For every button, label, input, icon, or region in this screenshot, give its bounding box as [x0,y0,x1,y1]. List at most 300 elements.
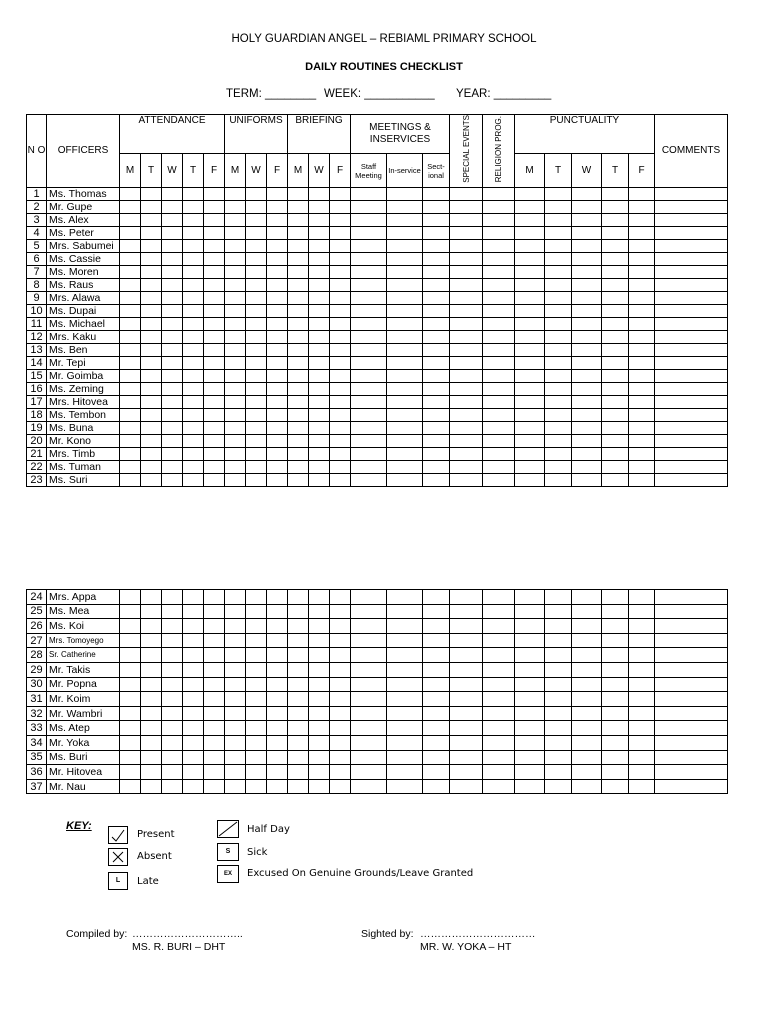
check-cell[interactable] [387,779,423,794]
check-cell[interactable] [225,735,246,750]
check-cell[interactable] [183,750,204,765]
check-cell[interactable] [545,434,572,447]
check-cell[interactable] [655,278,728,291]
check-cell[interactable] [602,421,629,434]
check-cell[interactable] [225,200,246,213]
check-cell[interactable] [351,265,387,278]
check-cell[interactable] [545,304,572,317]
check-cell[interactable] [225,187,246,200]
check-cell[interactable] [162,677,183,692]
check-cell[interactable] [423,779,450,794]
check-cell[interactable] [572,265,602,278]
check-cell[interactable] [423,356,450,369]
check-cell[interactable] [309,750,330,765]
check-cell[interactable] [330,408,351,421]
check-cell[interactable] [183,369,204,382]
check-cell[interactable] [572,434,602,447]
check-cell[interactable] [351,604,387,619]
check-cell[interactable] [351,633,387,648]
check-cell[interactable] [423,187,450,200]
check-cell[interactable] [246,473,267,486]
check-cell[interactable] [162,648,183,663]
check-cell[interactable] [655,200,728,213]
check-cell[interactable] [629,447,655,460]
check-cell[interactable] [602,265,629,278]
check-cell[interactable] [288,304,309,317]
check-cell[interactable] [387,447,423,460]
check-cell[interactable] [330,265,351,278]
check-cell[interactable] [351,765,387,780]
check-cell[interactable] [141,735,162,750]
check-cell[interactable] [572,662,602,677]
check-cell[interactable] [450,447,483,460]
check-cell[interactable] [141,200,162,213]
check-cell[interactable] [288,343,309,356]
check-cell[interactable] [423,317,450,330]
check-cell[interactable] [225,265,246,278]
check-cell[interactable] [204,239,225,252]
check-cell[interactable] [387,677,423,692]
check-cell[interactable] [450,648,483,663]
check-cell[interactable] [288,317,309,330]
check-cell[interactable] [545,356,572,369]
check-cell[interactable] [423,434,450,447]
check-cell[interactable] [387,356,423,369]
check-cell[interactable] [423,200,450,213]
check-cell[interactable] [288,706,309,721]
check-cell[interactable] [351,750,387,765]
check-cell[interactable] [450,200,483,213]
check-cell[interactable] [483,226,515,239]
check-cell[interactable] [545,447,572,460]
check-cell[interactable] [655,662,728,677]
check-cell[interactable] [162,721,183,736]
check-cell[interactable] [246,421,267,434]
check-cell[interactable] [572,343,602,356]
check-cell[interactable] [288,460,309,473]
check-cell[interactable] [288,750,309,765]
check-cell[interactable] [204,304,225,317]
check-cell[interactable] [204,382,225,395]
check-cell[interactable] [225,473,246,486]
check-cell[interactable] [120,765,141,780]
check-cell[interactable] [483,252,515,265]
check-cell[interactable] [629,200,655,213]
check-cell[interactable] [387,213,423,226]
check-cell[interactable] [450,356,483,369]
check-cell[interactable] [545,692,572,707]
check-cell[interactable] [572,706,602,721]
check-cell[interactable] [450,395,483,408]
check-cell[interactable] [351,304,387,317]
check-cell[interactable] [267,343,288,356]
check-cell[interactable] [655,382,728,395]
check-cell[interactable] [629,779,655,794]
check-cell[interactable] [450,604,483,619]
check-cell[interactable] [246,187,267,200]
check-cell[interactable] [330,590,351,605]
check-cell[interactable] [515,408,545,421]
check-cell[interactable] [545,213,572,226]
check-cell[interactable] [545,750,572,765]
check-cell[interactable] [330,706,351,721]
check-cell[interactable] [351,343,387,356]
check-cell[interactable] [204,765,225,780]
check-cell[interactable] [545,226,572,239]
check-cell[interactable] [629,330,655,343]
check-cell[interactable] [655,187,728,200]
check-cell[interactable] [120,382,141,395]
check-cell[interactable] [572,765,602,780]
check-cell[interactable] [162,460,183,473]
check-cell[interactable] [330,252,351,265]
check-cell[interactable] [183,382,204,395]
check-cell[interactable] [655,343,728,356]
check-cell[interactable] [141,677,162,692]
check-cell[interactable] [204,619,225,634]
check-cell[interactable] [141,330,162,343]
check-cell[interactable] [515,662,545,677]
check-cell[interactable] [225,692,246,707]
check-cell[interactable] [246,648,267,663]
check-cell[interactable] [225,604,246,619]
check-cell[interactable] [515,460,545,473]
check-cell[interactable] [655,369,728,382]
check-cell[interactable] [141,633,162,648]
check-cell[interactable] [309,369,330,382]
check-cell[interactable] [602,434,629,447]
check-cell[interactable] [288,239,309,252]
check-cell[interactable] [267,330,288,343]
check-cell[interactable] [309,382,330,395]
check-cell[interactable] [120,721,141,736]
check-cell[interactable] [655,408,728,421]
check-cell[interactable] [572,330,602,343]
check-cell[interactable] [288,421,309,434]
check-cell[interactable] [246,460,267,473]
check-cell[interactable] [423,226,450,239]
check-cell[interactable] [288,330,309,343]
check-cell[interactable] [267,648,288,663]
check-cell[interactable] [288,619,309,634]
check-cell[interactable] [309,590,330,605]
check-cell[interactable] [351,369,387,382]
check-cell[interactable] [267,473,288,486]
check-cell[interactable] [423,604,450,619]
check-cell[interactable] [246,369,267,382]
check-cell[interactable] [351,662,387,677]
check-cell[interactable] [483,619,515,634]
check-cell[interactable] [450,434,483,447]
check-cell[interactable] [309,692,330,707]
check-cell[interactable] [423,421,450,434]
check-cell[interactable] [267,706,288,721]
check-cell[interactable] [225,304,246,317]
check-cell[interactable] [141,395,162,408]
check-cell[interactable] [120,648,141,663]
check-cell[interactable] [572,382,602,395]
check-cell[interactable] [162,706,183,721]
check-cell[interactable] [351,619,387,634]
check-cell[interactable] [246,317,267,330]
check-cell[interactable] [629,434,655,447]
check-cell[interactable] [183,619,204,634]
check-cell[interactable] [450,421,483,434]
check-cell[interactable] [387,662,423,677]
check-cell[interactable] [204,213,225,226]
check-cell[interactable] [288,677,309,692]
check-cell[interactable] [162,735,183,750]
check-cell[interactable] [351,356,387,369]
check-cell[interactable] [120,252,141,265]
check-cell[interactable] [629,706,655,721]
check-cell[interactable] [387,187,423,200]
check-cell[interactable] [450,677,483,692]
check-cell[interactable] [387,382,423,395]
check-cell[interactable] [309,604,330,619]
check-cell[interactable] [515,434,545,447]
check-cell[interactable] [120,590,141,605]
check-cell[interactable] [162,239,183,252]
check-cell[interactable] [602,200,629,213]
check-cell[interactable] [183,421,204,434]
check-cell[interactable] [602,677,629,692]
check-cell[interactable] [204,330,225,343]
check-cell[interactable] [309,304,330,317]
check-cell[interactable] [225,343,246,356]
check-cell[interactable] [602,304,629,317]
check-cell[interactable] [309,291,330,304]
check-cell[interactable] [162,369,183,382]
check-cell[interactable] [483,265,515,278]
check-cell[interactable] [515,382,545,395]
check-cell[interactable] [602,619,629,634]
check-cell[interactable] [183,187,204,200]
check-cell[interactable] [246,590,267,605]
check-cell[interactable] [162,226,183,239]
check-cell[interactable] [572,677,602,692]
check-cell[interactable] [572,356,602,369]
check-cell[interactable] [225,356,246,369]
check-cell[interactable] [288,633,309,648]
check-cell[interactable] [225,213,246,226]
check-cell[interactable] [309,648,330,663]
check-cell[interactable] [351,721,387,736]
check-cell[interactable] [602,662,629,677]
check-cell[interactable] [602,473,629,486]
check-cell[interactable] [483,421,515,434]
check-cell[interactable] [572,473,602,486]
check-cell[interactable] [183,317,204,330]
check-cell[interactable] [267,278,288,291]
check-cell[interactable] [602,317,629,330]
check-cell[interactable] [183,633,204,648]
check-cell[interactable] [515,447,545,460]
check-cell[interactable] [629,473,655,486]
check-cell[interactable] [572,408,602,421]
check-cell[interactable] [655,291,728,304]
check-cell[interactable] [450,662,483,677]
check-cell[interactable] [225,721,246,736]
check-cell[interactable] [120,779,141,794]
check-cell[interactable] [267,265,288,278]
check-cell[interactable] [515,330,545,343]
check-cell[interactable] [330,421,351,434]
check-cell[interactable] [572,692,602,707]
check-cell[interactable] [572,750,602,765]
check-cell[interactable] [655,395,728,408]
check-cell[interactable] [141,692,162,707]
check-cell[interactable] [225,330,246,343]
check-cell[interactable] [162,604,183,619]
check-cell[interactable] [288,382,309,395]
check-cell[interactable] [141,721,162,736]
check-cell[interactable] [572,604,602,619]
check-cell[interactable] [288,692,309,707]
check-cell[interactable] [204,473,225,486]
check-cell[interactable] [450,369,483,382]
check-cell[interactable] [483,721,515,736]
check-cell[interactable] [655,648,728,663]
check-cell[interactable] [204,590,225,605]
check-cell[interactable] [162,187,183,200]
check-cell[interactable] [183,677,204,692]
check-cell[interactable] [267,692,288,707]
check-cell[interactable] [120,662,141,677]
check-cell[interactable] [450,460,483,473]
check-cell[interactable] [141,343,162,356]
check-cell[interactable] [387,619,423,634]
check-cell[interactable] [162,619,183,634]
check-cell[interactable] [602,356,629,369]
check-cell[interactable] [387,369,423,382]
check-cell[interactable] [309,735,330,750]
check-cell[interactable] [629,278,655,291]
check-cell[interactable] [225,421,246,434]
check-cell[interactable] [183,343,204,356]
check-cell[interactable] [602,447,629,460]
check-cell[interactable] [572,291,602,304]
check-cell[interactable] [141,447,162,460]
check-cell[interactable] [450,735,483,750]
check-cell[interactable] [120,213,141,226]
check-cell[interactable] [387,434,423,447]
check-cell[interactable] [351,200,387,213]
check-cell[interactable] [141,590,162,605]
check-cell[interactable] [515,648,545,663]
check-cell[interactable] [483,590,515,605]
check-cell[interactable] [483,330,515,343]
check-cell[interactable] [483,633,515,648]
check-cell[interactable] [330,648,351,663]
check-cell[interactable] [387,291,423,304]
check-cell[interactable] [246,408,267,421]
check-cell[interactable] [183,460,204,473]
check-cell[interactable] [267,291,288,304]
check-cell[interactable] [572,395,602,408]
check-cell[interactable] [183,706,204,721]
check-cell[interactable] [246,750,267,765]
check-cell[interactable] [246,278,267,291]
check-cell[interactable] [423,330,450,343]
check-cell[interactable] [204,779,225,794]
check-cell[interactable] [162,200,183,213]
check-cell[interactable] [483,408,515,421]
check-cell[interactable] [309,395,330,408]
check-cell[interactable] [141,460,162,473]
check-cell[interactable] [204,343,225,356]
check-cell[interactable] [515,706,545,721]
check-cell[interactable] [629,662,655,677]
check-cell[interactable] [141,408,162,421]
check-cell[interactable] [387,633,423,648]
check-cell[interactable] [330,343,351,356]
check-cell[interactable] [225,395,246,408]
check-cell[interactable] [288,604,309,619]
check-cell[interactable] [309,356,330,369]
check-cell[interactable] [572,226,602,239]
check-cell[interactable] [141,187,162,200]
check-cell[interactable] [387,330,423,343]
check-cell[interactable] [450,692,483,707]
check-cell[interactable] [225,278,246,291]
check-cell[interactable] [572,200,602,213]
check-cell[interactable] [183,200,204,213]
check-cell[interactable] [288,252,309,265]
check-cell[interactable] [330,735,351,750]
check-cell[interactable] [309,677,330,692]
check-cell[interactable] [120,735,141,750]
check-cell[interactable] [655,619,728,634]
check-cell[interactable] [309,408,330,421]
check-cell[interactable] [572,304,602,317]
check-cell[interactable] [141,265,162,278]
check-cell[interactable] [246,447,267,460]
check-cell[interactable] [225,750,246,765]
check-cell[interactable] [330,291,351,304]
check-cell[interactable] [515,226,545,239]
check-cell[interactable] [387,706,423,721]
check-cell[interactable] [204,200,225,213]
check-cell[interactable] [162,291,183,304]
check-cell[interactable] [602,692,629,707]
check-cell[interactable] [183,604,204,619]
check-cell[interactable] [267,604,288,619]
check-cell[interactable] [330,317,351,330]
check-cell[interactable] [309,343,330,356]
check-cell[interactable] [141,317,162,330]
check-cell[interactable] [423,633,450,648]
check-cell[interactable] [225,317,246,330]
check-cell[interactable] [120,395,141,408]
check-cell[interactable] [629,239,655,252]
check-cell[interactable] [387,721,423,736]
check-cell[interactable] [655,239,728,252]
check-cell[interactable] [183,692,204,707]
check-cell[interactable] [267,460,288,473]
check-cell[interactable] [515,735,545,750]
check-cell[interactable] [330,382,351,395]
check-cell[interactable] [387,317,423,330]
check-cell[interactable] [515,200,545,213]
check-cell[interactable] [602,706,629,721]
check-cell[interactable] [120,356,141,369]
check-cell[interactable] [423,735,450,750]
check-cell[interactable] [162,382,183,395]
check-cell[interactable] [450,721,483,736]
check-cell[interactable] [330,304,351,317]
check-cell[interactable] [423,447,450,460]
